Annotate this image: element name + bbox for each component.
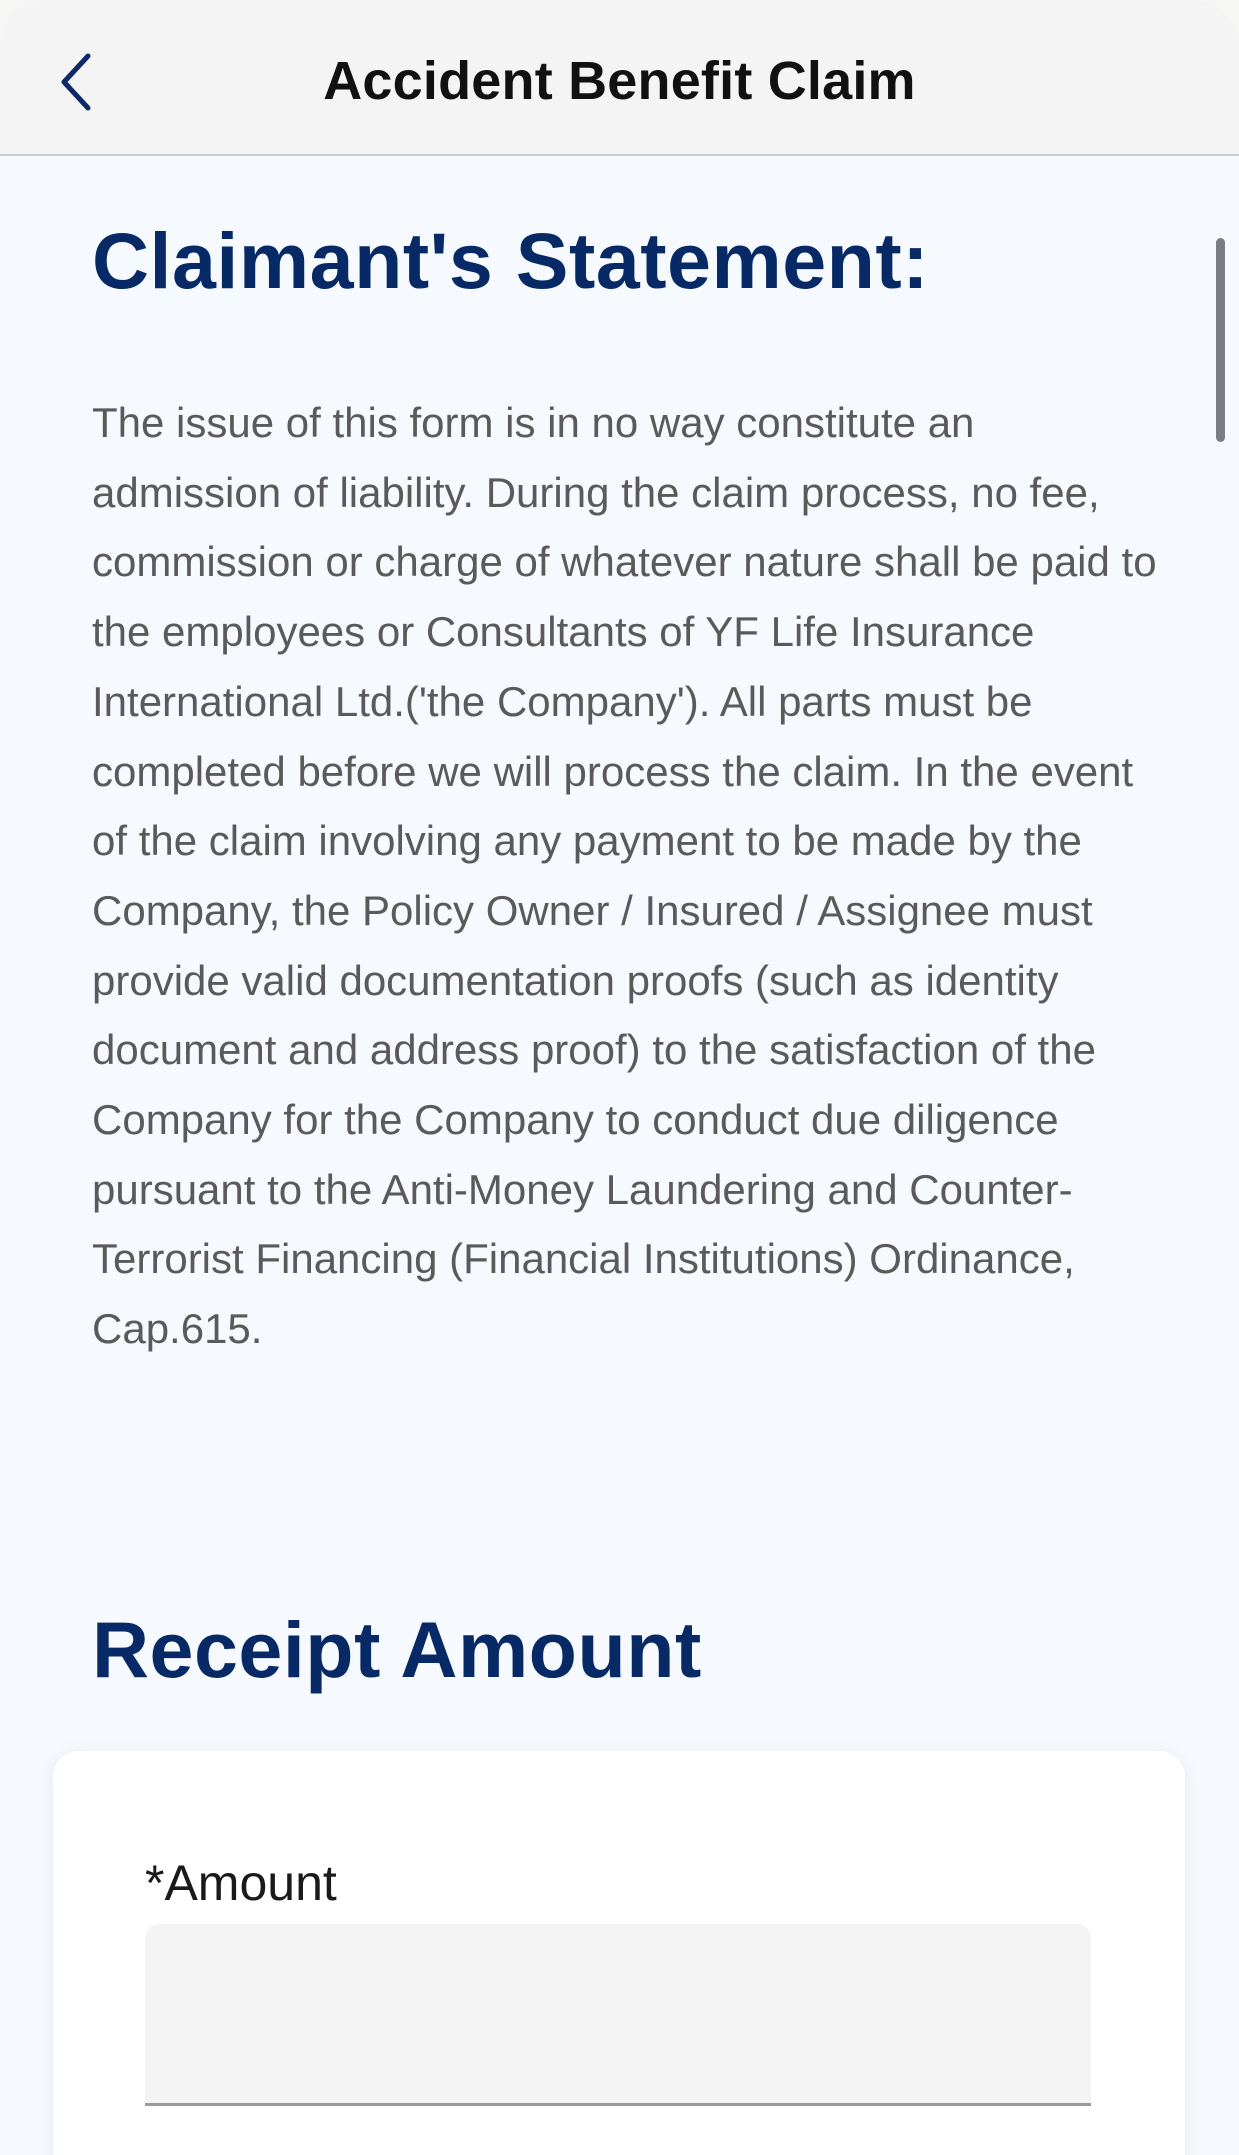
page-title: Accident Benefit Claim	[323, 51, 916, 111]
receipt-amount-card	[53, 1751, 1185, 2155]
nav-bar	[0, 0, 1239, 156]
scrollbar-thumb[interactable]	[1216, 238, 1225, 442]
amount-label: *Amount	[145, 1855, 337, 1911]
receipt-amount-heading: Receipt Amount	[92, 1605, 702, 1694]
statement-text: The issue of this form is in no way constitute an admission of liability. During the claim process, no fee, commission or charge of whatever nature shall be paid to the employees or Consultants of YF Life Insurance International Ltd.('the Company'). All parts must be completed before we will process the claim. In the event of the claim involving any payment to be made by the Company, the Policy Owner / Insured / Assignee must provide valid documentation proofs (such as identity document and address proof) to the satisfaction of the Company for the Company to conduct due diligence pursuant to the Anti-Money Laundering and Counter-Terrorist Financing (Financial Institutions) Ordinance, Cap.615.	[92, 399, 1157, 1353]
amount-input[interactable]	[145, 1924, 1091, 2106]
statement-heading: Claimant's Statement:	[92, 216, 930, 305]
